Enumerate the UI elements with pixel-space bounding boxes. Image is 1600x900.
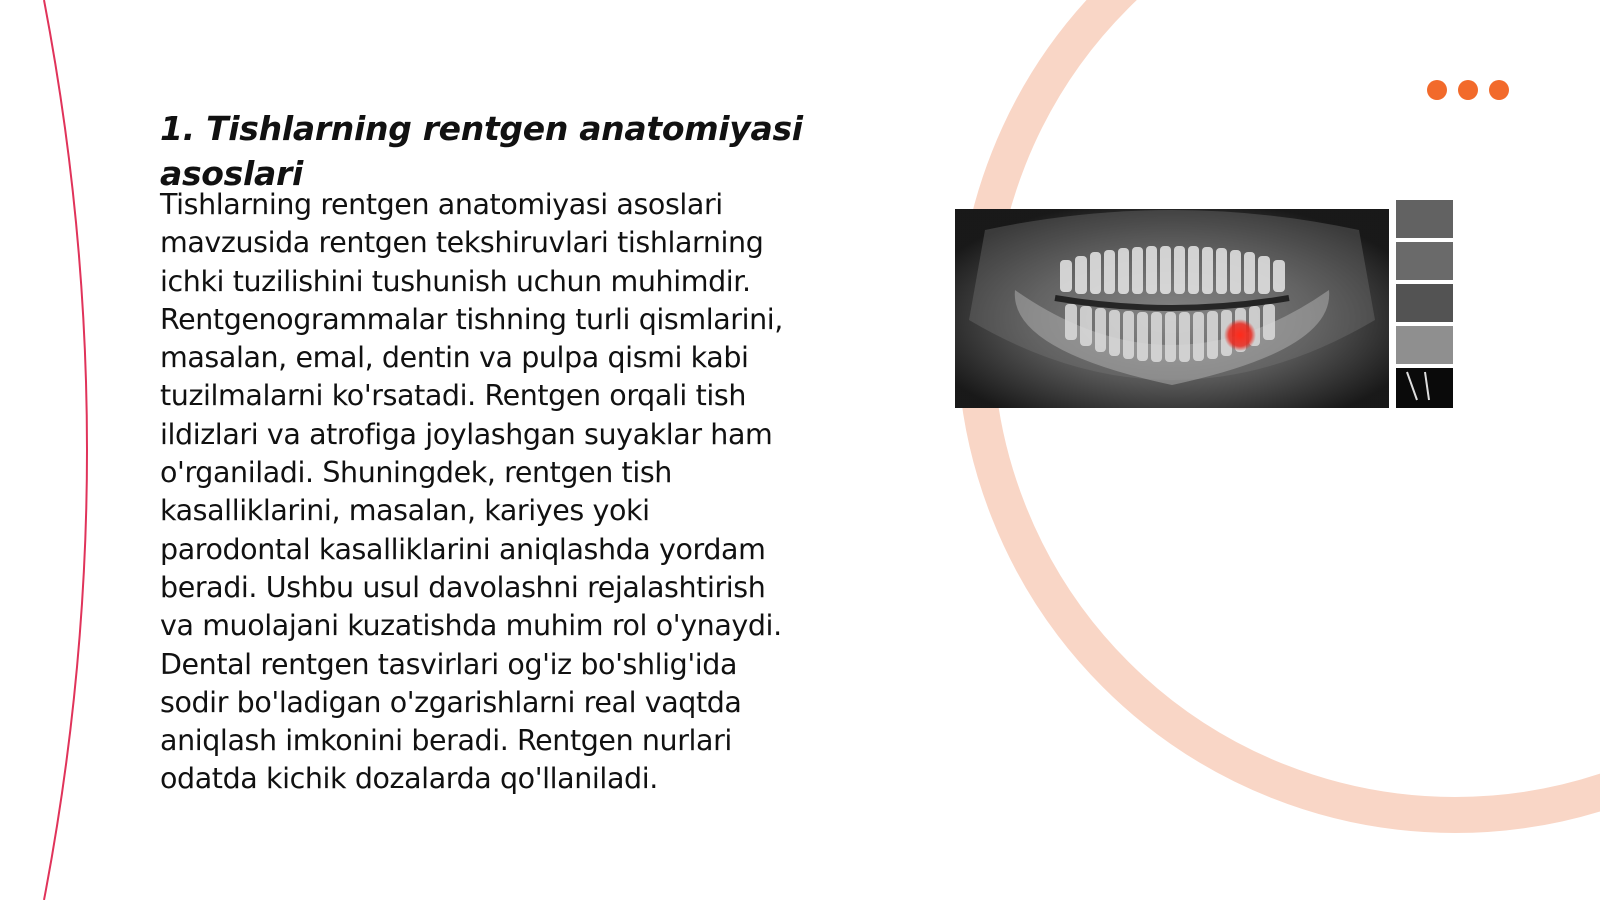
dental-xray-image xyxy=(955,200,1455,408)
slide-body-text: Tishlarning rentgen anatomiyasi asoslari mavzusida rentgen tekshiruvlari tishlarning ichki tuzilishini tushunish uchun muhimdir. Rentgenogrammalar tishning turli qismlarini, masalan, emal, dentin va pulpa qismi kabi tuzilmalarni ko'rsatadi. Rentgen orqali tish ildizlari va atrofiga joylashgan suyaklar ham o'rganiladi. Shuningdek, rentgen tish kasalliklarini, masalan, kariyes yoki parodontal kasalliklarini aniqlashda yordam beradi. Ushbu usul davolashni rejalashtirish va muolajani kuzatishda muhim rol o'ynaydi. Dental rentgen tasvirlari og'iz bo'shlig'ida sodir bo'ladigan o'zgarishlarni real vaqtda aniqlash imkonini beradi. Rentgen nurlari odatda kichik dozalarda qo'llaniladi. xyxy=(160,188,783,796)
dot-icon xyxy=(1458,80,1478,100)
dot-icon xyxy=(1489,80,1509,100)
three-dots-icon[interactable] xyxy=(1427,79,1513,101)
panoramic-xray xyxy=(955,209,1389,408)
xray-thumbnails xyxy=(1396,200,1453,408)
slide-title: 1. Tishlarning rentgen anatomiyasi asoslari xyxy=(160,109,803,193)
dot-icon xyxy=(1427,80,1447,100)
dental-panoramic-xray-icon xyxy=(955,200,1455,408)
left-accent-arc xyxy=(44,0,87,900)
highlighted-tooth xyxy=(1224,319,1256,351)
